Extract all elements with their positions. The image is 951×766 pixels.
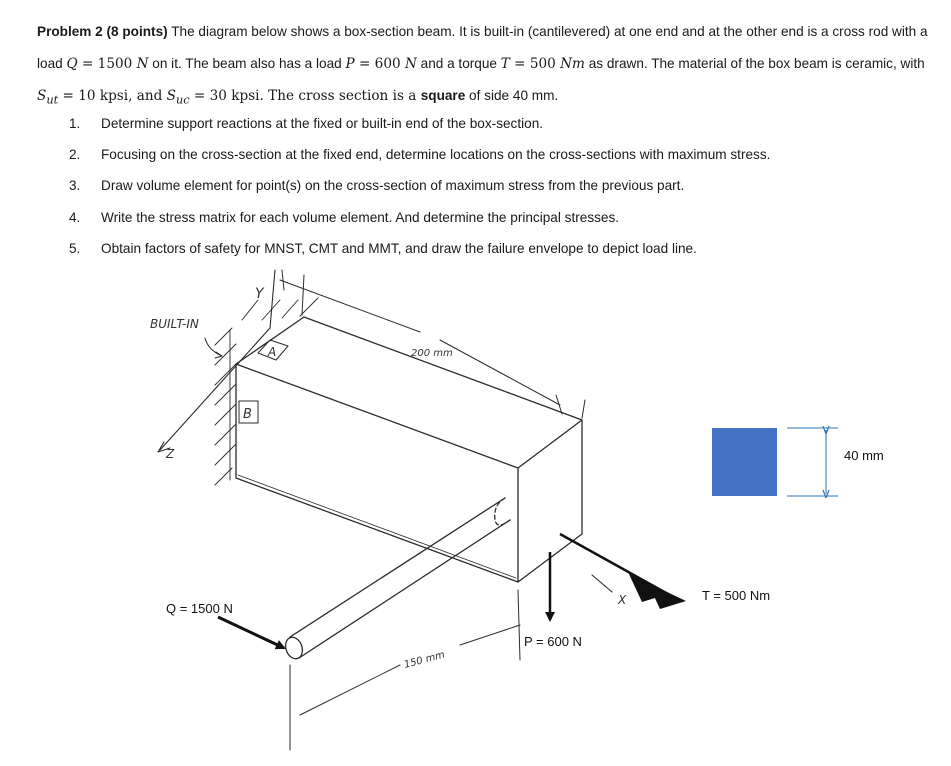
statement-part-2: on it. The beam also has a load <box>148 55 346 71</box>
point-b-label: B <box>243 407 252 422</box>
square-word: square <box>420 88 466 103</box>
beam-diagram <box>0 250 951 766</box>
load-q-label: Q = 1500 N <box>166 601 233 616</box>
point-a-label: A <box>268 345 277 359</box>
task-text: Determine support reactions at the fixed or built-in end of the box-section. <box>101 116 544 131</box>
z-axis-label: Z <box>166 447 175 461</box>
task-list <box>37 108 937 264</box>
t-value: = 500 <box>509 55 561 72</box>
task-item <box>37 170 937 201</box>
box-beam <box>236 317 582 582</box>
load-q-arrow <box>218 617 284 648</box>
task-number: 2. <box>69 147 81 163</box>
dim-200-line <box>280 270 585 418</box>
cross-section-square <box>712 428 777 496</box>
suc-value: = 30 kpsi. The cross section is a <box>189 88 421 104</box>
statement-part-1: The diagram below shows a box-section beam. It is built-in (cantilevered) at one end and at the other end is a cross rod with a load <box>37 24 928 71</box>
wall-hatching <box>215 298 318 485</box>
dim-200-label: 200 mm <box>411 348 453 359</box>
statement-part-3: and a torque <box>416 55 501 71</box>
t-unit: Nm <box>560 55 585 72</box>
task-text: Obtain factors of safety for MNST, CMT and MMT, and draw the failure envelope to depict load line. <box>101 240 697 256</box>
side-dimension <box>787 428 838 496</box>
q-symbol: Q <box>66 55 78 72</box>
suc-subscript: uc <box>175 92 190 107</box>
suc-symbol: S <box>166 88 176 104</box>
torque-t-label: T = 500 Nm <box>702 588 771 603</box>
p-symbol: P <box>345 55 355 72</box>
sut-symbol: S <box>37 88 47 104</box>
task-number: 5. <box>69 240 81 256</box>
task-number: 1. <box>69 116 81 131</box>
q-unit: N <box>136 55 149 72</box>
built-in-label: BUILT-IN <box>150 317 199 331</box>
q-value: = 1500 <box>77 55 137 72</box>
task-text: Focusing on the cross-section at the fixed end, determine locations on the cross-sections with maximum stress. <box>101 147 771 163</box>
p-unit: N <box>404 55 417 72</box>
y-axis-label: Y <box>255 286 264 302</box>
task-text: Write the stress matrix for each volume element. And determine the principal stresses. <box>101 209 620 225</box>
statement-part-5: of side 40 mm. <box>465 88 559 103</box>
task-item <box>37 139 937 170</box>
x-axis-label: X <box>618 593 627 607</box>
dim-150-label: 150 mm <box>402 649 447 671</box>
problem-statement <box>37 16 949 116</box>
cross-rod <box>283 498 510 661</box>
task-item <box>37 202 937 233</box>
statement-part-4: as drawn. The material of the box beam is ceramic, with <box>584 55 925 71</box>
task-number: 3. <box>69 178 81 194</box>
t-symbol: T <box>500 55 510 72</box>
sut-subscript: ut <box>46 92 59 107</box>
sut-value: = 10 kpsi, and <box>58 88 167 104</box>
task-item <box>37 108 937 139</box>
side-dimension-label: 40 mm <box>844 448 884 463</box>
p-value: = 600 <box>354 55 405 72</box>
problem-title: Problem 2 (8 points) <box>37 24 168 39</box>
axes <box>158 270 612 592</box>
task-text: Draw volume element for point(s) on the cross-section of maximum stress from the previous part. <box>101 178 685 194</box>
load-p-label: P = 600 N <box>524 634 582 649</box>
task-number: 4. <box>69 209 81 225</box>
